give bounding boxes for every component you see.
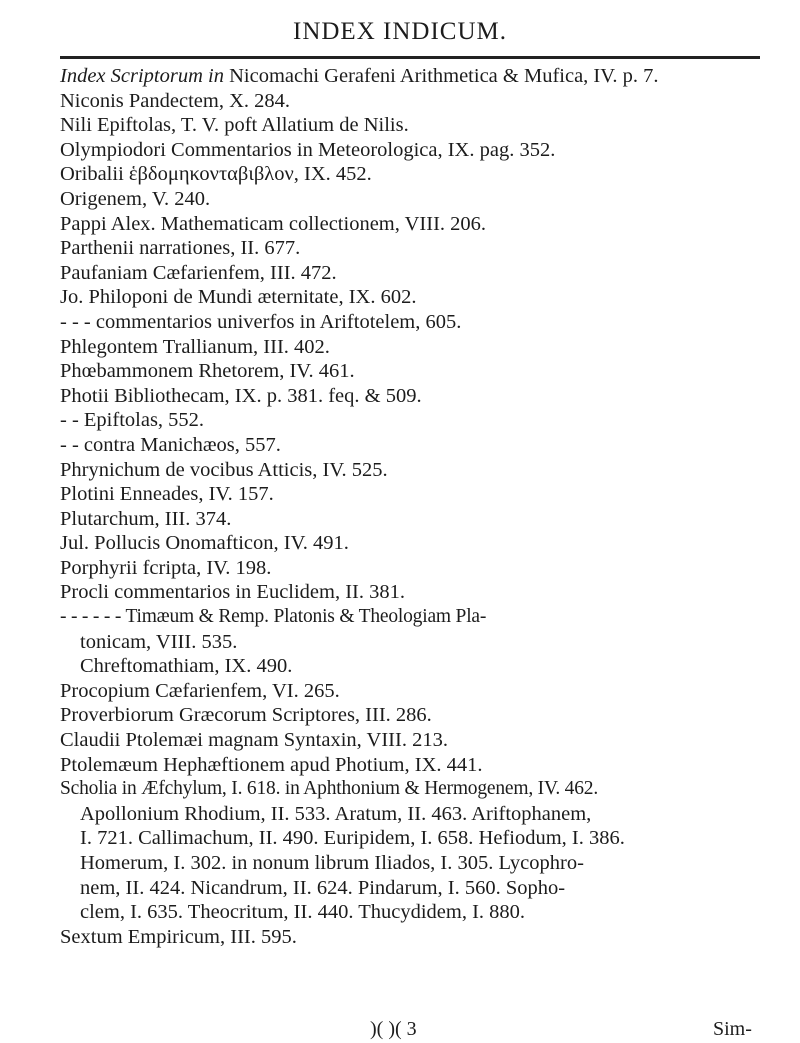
header-rule: [60, 56, 760, 59]
index-list: [60, 64, 780, 949]
index-entry: Phlegontem Trallianum, III. 402.: [60, 335, 330, 358]
index-entry: Jo. Philoponi de Mundi æternitate, IX. 602.: [60, 286, 417, 309]
index-entry: Phrynichum de vocibus Atticis, IV. 525.: [60, 458, 388, 481]
index-entry-first: [60, 64, 780, 89]
index-entry: Origenem, V. 240.: [60, 187, 211, 210]
index-entry: Nili Epiftolas, T. V. poft Allatium de Nilis.: [60, 114, 409, 137]
index-entry-continuation: nem, II. 424. Nicandrum, II. 624. Pindarum, I. 560. Sopho-: [80, 876, 566, 899]
index-entry: Oribalii ἑβδομηκονταβιβλον, IX. 452.: [60, 163, 372, 186]
index-entry: Procli commentarios in Euclidem, II. 381.: [60, 581, 406, 604]
index-entry-text: Nicomachi Gerafeni Arithmetica & Mufica, IV. p. 7.: [229, 65, 659, 87]
index-entry: Chreftomathiam, IX. 490.: [80, 655, 293, 678]
index-entry-continuation: Apollonium Rhodium, II. 533. Aratum, II. 463. Ariftophanem,: [80, 802, 592, 825]
index-entry: Ptolemæum Hephæftionem apud Photium, IX. 441.: [60, 753, 483, 776]
index-entry: Plotini Enneades, IV. 157.: [60, 483, 274, 506]
index-entry: Photii Bibliothecam, IX. p. 381. feq. & 509.: [60, 384, 422, 407]
index-entry: Procopium Cæfarienfem, VI. 265.: [60, 679, 340, 702]
index-entry: Jul. Pollucis Onomafticon, IV. 491.: [60, 532, 349, 555]
index-entry: Paufaniam Cæfarienfem, III. 472.: [60, 261, 337, 284]
index-entry: Porphyrii fcripta, IV. 198.: [60, 556, 272, 579]
index-entry: Phœbammonem Rhetorem, IV. 461.: [60, 360, 355, 383]
index-entry: Niconis Pandectem, X. 284.: [60, 89, 291, 112]
page-title: INDEX INDICUM.: [293, 18, 507, 45]
index-entry: Plutarchum, III. 374.: [60, 507, 232, 530]
index-entry-continuation: tonicam, VIII. 535.: [80, 630, 238, 653]
index-entry: Sextum Empiricum, III. 595.: [60, 925, 297, 948]
index-entry-continuation: I. 721. Callimachum, II. 490. Euripidem, I. 658. Hefiodum, I. 386.: [80, 827, 625, 850]
index-entry: - - contra Manichæos, 557.: [60, 433, 281, 456]
index-entry: Claudii Ptolemæi magnam Syntaxin, VIII. 213.: [60, 729, 448, 752]
index-entry: Olympiodori Commentarios in Meteorologica, IX. pag. 352.: [60, 138, 556, 161]
index-entry: Parthenii narrationes, II. 677.: [60, 237, 301, 260]
index-lead: Index Scriptorum in: [60, 65, 224, 87]
index-entry: - - - - - - Timæum & Remp. Platonis & Theologiam Pla-: [60, 606, 487, 628]
index-entry-continuation: Homerum, I. 302. in nonum librum Iliados, I. 305. Lycophro-: [80, 852, 584, 874]
catchword: Sim-: [713, 1018, 752, 1040]
index-entry: Pappi Alex. Mathematicam collectionem, VIII. 206.: [60, 212, 487, 235]
index-entry: - - - commentarios univerfos in Ariftotelem, 605.: [60, 310, 462, 333]
index-entry: Proverbiorum Græcorum Scriptores, III. 286.: [60, 704, 432, 727]
signature-mark: )( )( 3: [370, 1018, 417, 1040]
index-entry: - - Epiftolas, 552.: [60, 409, 205, 432]
index-entry: Scholia in Æfchylum, I. 618. in Aphthonium & Hermogenem, IV. 462.: [60, 778, 599, 800]
index-entry-continuation: clem, I. 635. Theocritum, II. 440. Thucydidem, I. 880.: [80, 901, 526, 924]
